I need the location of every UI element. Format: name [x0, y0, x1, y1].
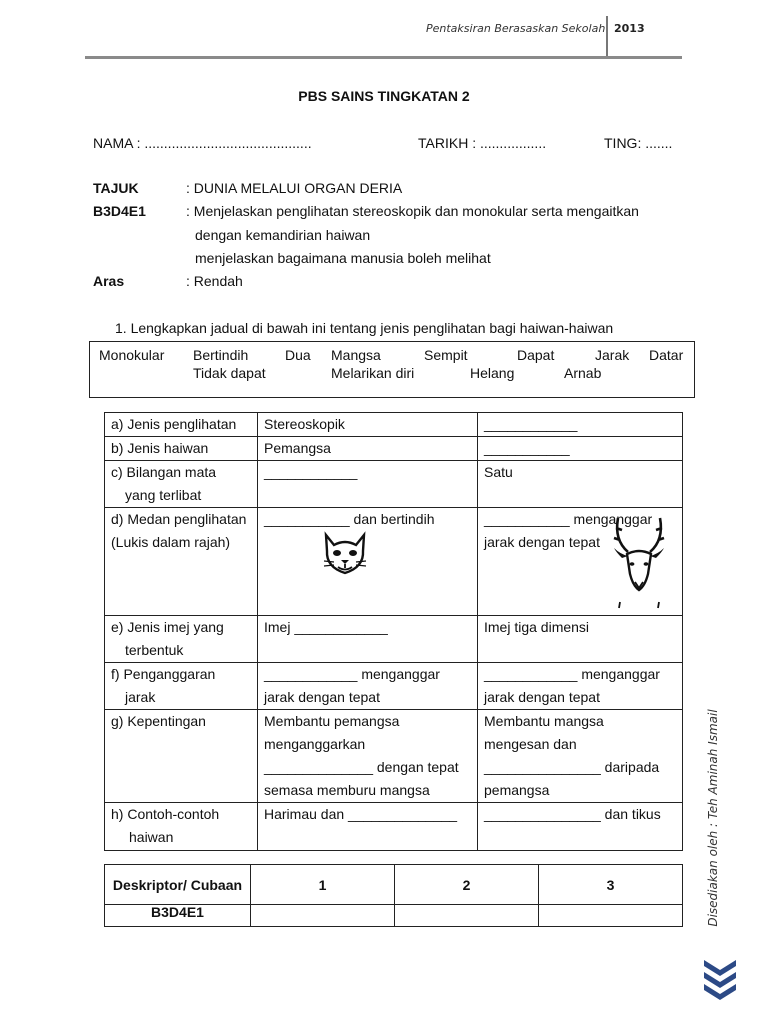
word-bank-item: Dua [285, 347, 311, 363]
table-row [105, 905, 683, 927]
table-row [105, 437, 683, 461]
chevron-logo-icon [700, 956, 740, 1004]
table-cell-blank[interactable]: ___________ dan bertindih [258, 508, 478, 616]
attempt-cell[interactable] [539, 905, 683, 927]
question-text: 1. Lengkapkan jadual di bawah ini tentang jenis penglihatan bagi haiwan-haiwan [115, 320, 614, 336]
header-title: Pentaksiran Berasaskan Sekolah [426, 22, 606, 35]
word-bank-item: Tidak dapat [193, 365, 266, 381]
attempt-cell[interactable] [251, 905, 395, 927]
table-row [105, 508, 683, 616]
word-bank-item: Jarak [595, 347, 630, 363]
row-label: h) Contoh-contoh haiwan [105, 803, 258, 851]
table-cell: Stereoskopik [258, 413, 478, 437]
code-label: B3D4E1 [93, 203, 146, 219]
table-cell-blank[interactable]: Imej ____________ [258, 616, 478, 663]
tajuk-value: : DUNIA MELALUI ORGAN DERIA [186, 180, 403, 196]
vision-table [104, 412, 683, 851]
word-bank-item: Bertindih [193, 347, 249, 363]
nama-field[interactable]: NAMA : ........................................... [93, 135, 312, 151]
word-bank-item: Monokular [99, 347, 165, 363]
code-line-1: : Menjelaskan penglihatan stereoskopik dan monokular serta mengaitkan [186, 203, 639, 219]
row-label: c) Bilangan mata yang terlibat [105, 461, 258, 508]
header-divider [606, 16, 608, 56]
aras-value: : Rendah [186, 273, 243, 289]
table-cell-blank[interactable]: ___________ menganggar jarak dengan tepat [478, 508, 683, 616]
row-label: d) Medan penglihatan (Lukis dalam rajah) [105, 508, 258, 616]
table-cell-blank[interactable]: ____________ menganggar jarak dengan tepat [258, 663, 478, 710]
table-cell-blank[interactable]: ____________ menganggar jarak dengan tepat [478, 663, 683, 710]
word-bank-item: Sempit [424, 347, 468, 363]
table-cell-blank[interactable]: Membantu mangsa mengesan dan _______________ daripada pemangsa [478, 710, 683, 803]
descriptor-header: Deskriptor/ Cubaan [105, 865, 251, 905]
table-row [105, 803, 683, 851]
word-bank-item: Datar [649, 347, 684, 363]
attempt-cell[interactable] [395, 905, 539, 927]
code-line-3: menjelaskan bagaimana manusia boleh melihat [195, 250, 491, 266]
descriptor-code: B3D4E1 [105, 905, 251, 927]
cat-face-icon [320, 527, 370, 577]
attempt-col-3: 3 [539, 865, 683, 905]
row-label: g) Kepentingan [105, 710, 258, 803]
row-label: f) Penganggaran jarak [105, 663, 258, 710]
row-label: e) Jenis imej yang terbentuk [105, 616, 258, 663]
antelope-head-icon [608, 514, 670, 610]
word-bank-item: Helang [470, 365, 515, 381]
word-bank-item: Dapat [517, 347, 555, 363]
table-row [105, 865, 683, 905]
table-cell-blank[interactable]: ____________ [258, 461, 478, 508]
table-cell-blank[interactable]: ___________ [478, 437, 683, 461]
ting-field[interactable]: TING: ....... [604, 135, 673, 151]
table-row [105, 461, 683, 508]
table-row [105, 663, 683, 710]
code-line-2: dengan kemandirian haiwan [195, 227, 371, 243]
word-bank-item: Arnab [564, 365, 602, 381]
table-cell-blank[interactable]: ____________ [478, 413, 683, 437]
table-cell-blank[interactable]: Harimau dan ______________ [258, 803, 478, 851]
page-title: PBS SAINS TINGKATAN 2 [298, 88, 470, 104]
descriptor-table [104, 864, 683, 927]
table-cell: Satu [478, 461, 683, 508]
row-label: a) Jenis penglihatan [105, 413, 258, 437]
tajuk-label: TAJUK [93, 180, 139, 196]
attempt-col-1: 1 [251, 865, 395, 905]
word-bank-item: Melarikan diri [331, 365, 415, 381]
row-label: b) Jenis haiwan [105, 437, 258, 461]
table-row [105, 616, 683, 663]
header-year: 2013 [614, 22, 645, 35]
table-cell-blank[interactable]: Membantu pemangsa menganggarkan ______________ dengan tepat semasa memburu mangsa [258, 710, 478, 803]
attempt-col-2: 2 [395, 865, 539, 905]
table-row [105, 710, 683, 803]
table-cell: Pemangsa [258, 437, 478, 461]
aras-label: Aras [93, 273, 125, 289]
header-rule [85, 56, 682, 59]
tarikh-field[interactable]: TARIKH : ................. [418, 135, 547, 151]
table-row [105, 413, 683, 437]
table-cell-blank[interactable]: _______________ dan tikus [478, 803, 683, 851]
table-cell: Imej tiga dimensi [478, 616, 683, 663]
word-bank-item: Mangsa [331, 347, 381, 363]
side-credit: Disediakan oleh : Teh Aminah Ismail [706, 709, 720, 927]
